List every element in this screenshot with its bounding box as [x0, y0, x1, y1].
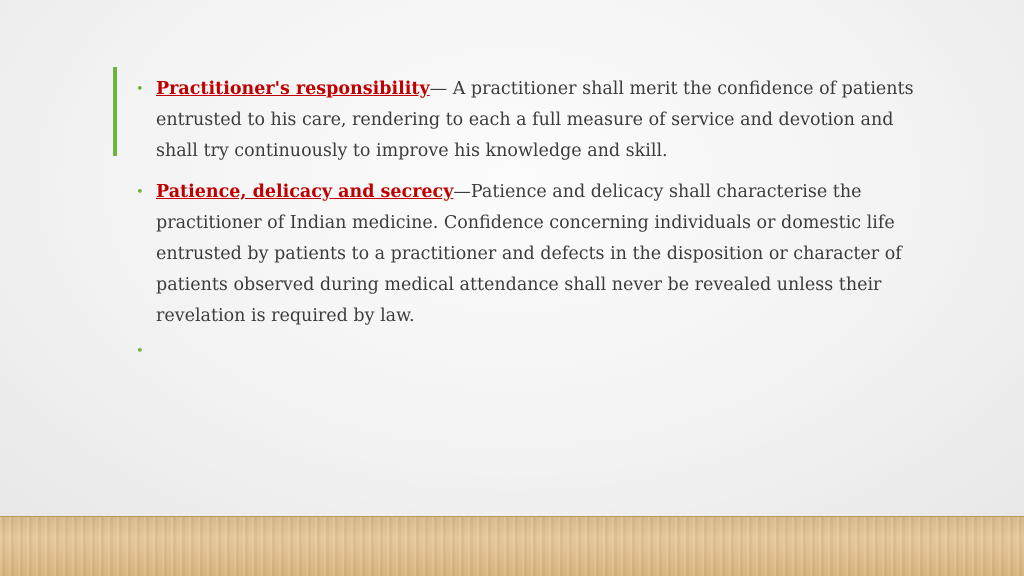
bullet-list — [134, 74, 934, 342]
bullet-text: — A practitioner shall merit the confidence of patients entrusted to his care, rendering to each a full measure of service and devotion and shall try continuously to improve his knowledge and skill. — [156, 79, 914, 161]
accent-bar — [113, 67, 117, 156]
bullet-term: Patience, delicacy and secrecy — [156, 182, 454, 202]
bullet-dot-icon: • — [136, 82, 144, 97]
wood-floor-decoration — [0, 516, 1024, 576]
bullet-text: —Patience and delicacy shall characterise the practitioner of Indian medicine. Confidence concerning individuals or domestic life entrusted by patients to a practitioner and defects in the disposition or character of patients observed during medical attendance shall never be revealed unless their revelation is required by law. — [156, 182, 902, 326]
bullet-item — [134, 74, 934, 167]
bullet-dot-icon: • — [136, 185, 144, 200]
empty-bullet-dot-icon: • — [136, 344, 144, 359]
bullet-term: Practitioner's responsibility — [156, 79, 430, 99]
bullet-item — [134, 177, 934, 332]
